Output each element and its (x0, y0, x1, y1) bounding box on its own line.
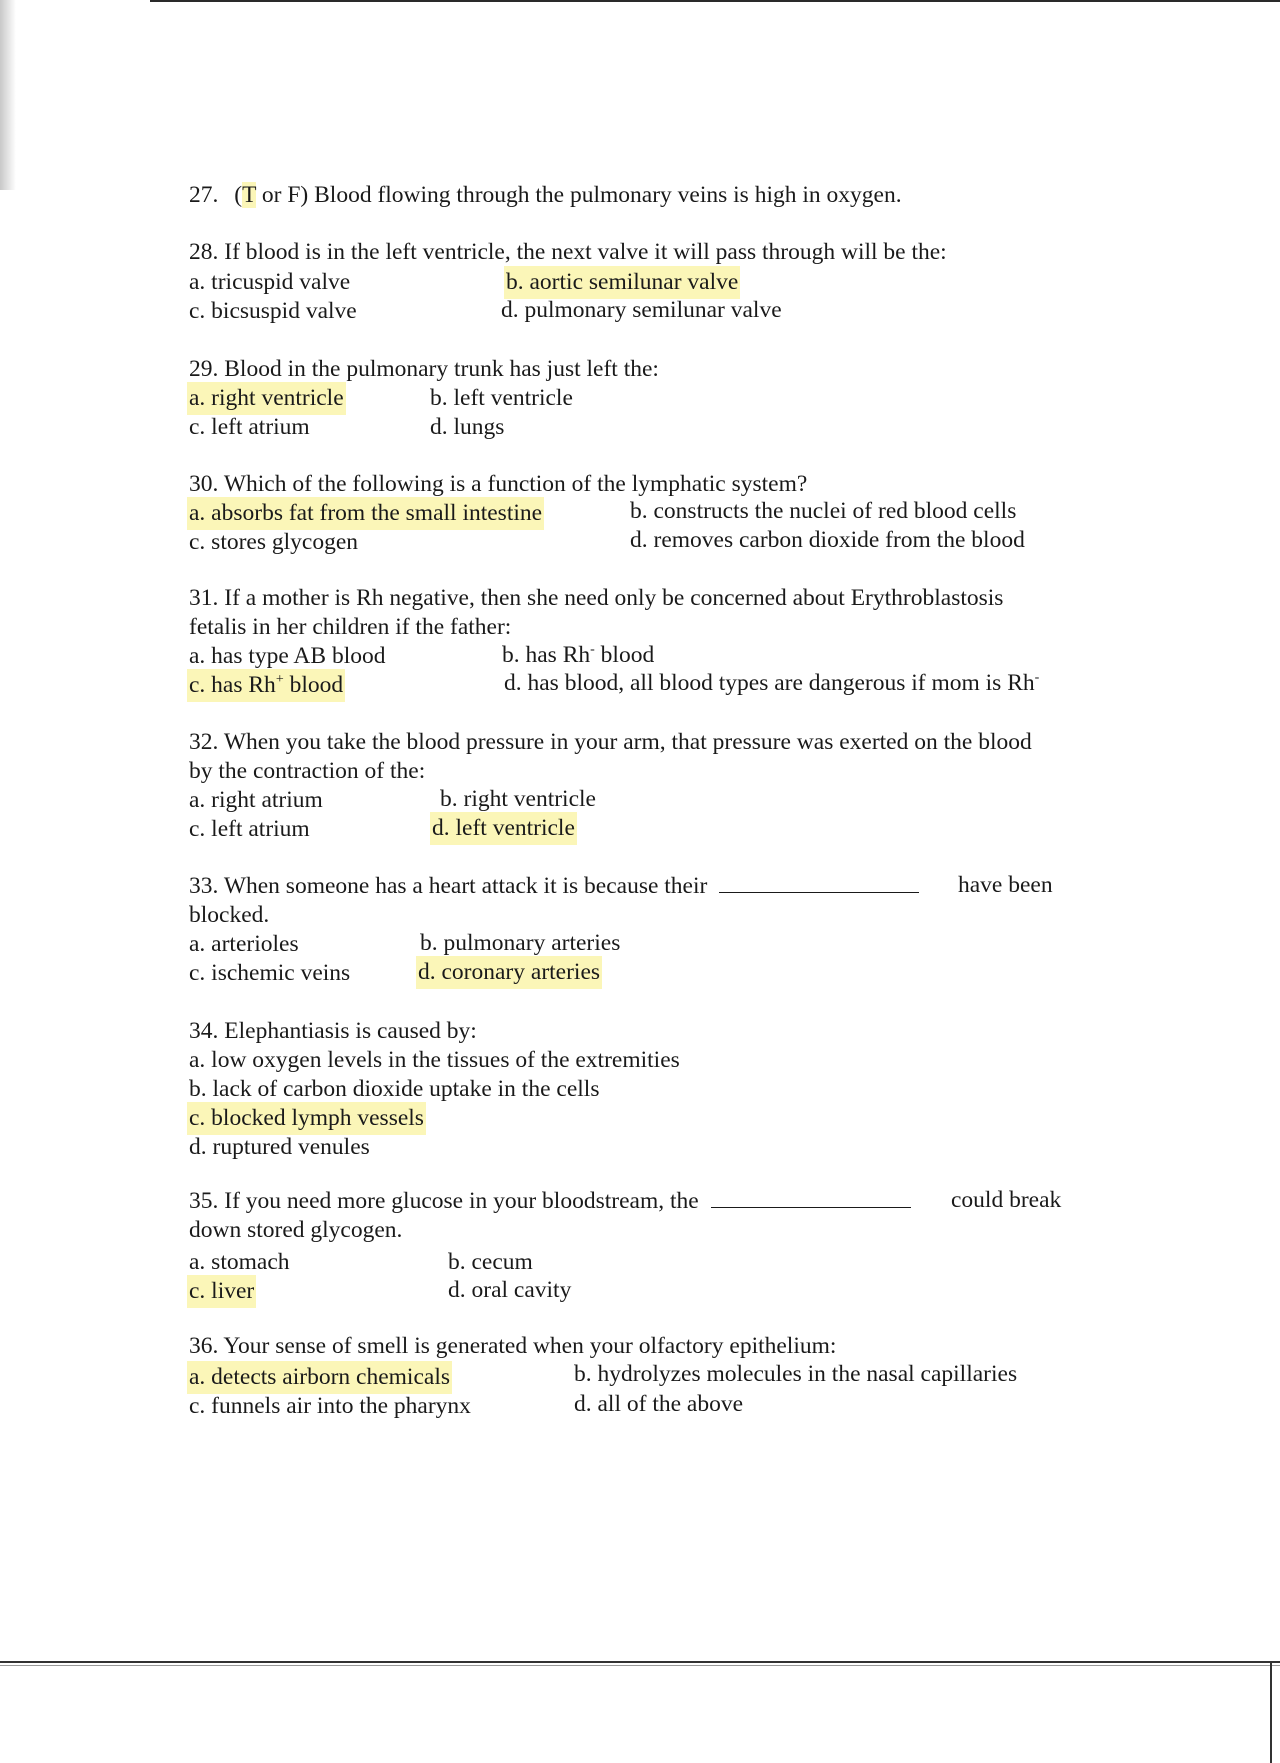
question-29-option-a: a. right ventricle (189, 385, 344, 411)
question-35-stem-line-1: 35. If you need more glucose in your bloodstream, the (189, 1187, 911, 1216)
question-31-option-c: c. has Rh+ blood (189, 672, 344, 698)
question-34-option-c: c. blocked lymph vessels (189, 1105, 424, 1131)
question-32-stem-line-1: 32. When you take the blood pressure in your arm, that pressure was exerted on the blood (189, 729, 1032, 755)
question-28-option-b: b. aortic semilunar valve (506, 269, 739, 295)
question-31-stem-line-1: 31. If a mother is Rh negative, then she need only be concerned about Erythroblastosis (189, 585, 1004, 611)
question-32-option-b: b. right ventricle (440, 786, 596, 812)
question-32-option-a: a. right atrium (189, 787, 323, 813)
question-28-option-c: c. bicsuspid valve (189, 298, 357, 324)
question-36-option-b: b. hydrolyzes molecules in the nasal capillaries (574, 1361, 1018, 1387)
question-35-option-c: c. liver (189, 1278, 255, 1304)
question-33-option-a: a. arterioles (189, 931, 299, 957)
question-29-option-d: d. lungs (430, 414, 505, 440)
scan-edge-bottom-secondary (0, 1665, 1280, 1666)
question-30-option-c: c. stores glycogen (189, 529, 359, 555)
question-30-option-b: b. constructs the nuclei of red blood cells (630, 498, 1017, 524)
question-36-option-a: a. detects airborn chemicals (189, 1364, 450, 1390)
scan-edge-top (150, 0, 1280, 2)
question-33-stem-line-2: blocked. (189, 902, 270, 928)
question-33-stem-line-1: 33. When someone has a heart attack it is because their (189, 872, 919, 901)
question-29-option-b: b. left ventricle (430, 385, 573, 411)
question-31-stem-line-2: fetalis in her children if the father: (189, 614, 512, 640)
question-30-option-d: d. removes carbon dioxide from the blood (630, 527, 1025, 553)
question-32-option-c: c. left atrium (189, 816, 310, 842)
question-32-stem-line-2: by the contraction of the: (189, 758, 426, 784)
question-35-stem-line-1-end: could break (951, 1187, 1062, 1213)
question-32-option-d: d. left ventricle (432, 815, 575, 841)
question-33-option-c: c. ischemic veins (189, 960, 351, 986)
scan-shadow-left (0, 0, 16, 190)
question-30-option-a: a. absorbs fat from the small intestine (189, 500, 543, 526)
question-35-stem-line-2: down stored glycogen. (189, 1217, 403, 1243)
question-33-option-d: d. coronary arteries (418, 959, 601, 985)
question-36-stem: 36. Your sense of smell is generated when your olfactory epithelium: (189, 1333, 837, 1359)
question-31-option-b: b. has Rh- blood (502, 642, 655, 668)
scan-edge-right (1270, 1663, 1272, 1763)
question-34-stem: 34. Elephantiasis is caused by: (189, 1018, 477, 1044)
question-33-option-b: b. pulmonary arteries (420, 930, 621, 956)
question-28-option-d: d. pulmonary semilunar valve (501, 297, 782, 323)
scan-edge-bottom (0, 1661, 1280, 1663)
question-31-option-a: a. has type AB blood (189, 643, 386, 669)
question-29-stem: 29. Blood in the pulmonary trunk has just left the: (189, 356, 659, 382)
question-27-statement: or F) Blood flowing through the pulmonary veins is high in oxygen. (256, 182, 902, 208)
question-33-blank (719, 891, 919, 893)
question-31-option-d: d. has blood, all blood types are dangerous if mom is Rh- (504, 670, 1040, 696)
question-34-option-d: d. ruptured venules (189, 1134, 370, 1160)
question-36-option-d: d. all of the above (574, 1391, 744, 1417)
question-33-stem-line-1-end: have been (958, 872, 1053, 898)
question-30-stem: 30. Which of the following is a function of the lymphatic system? (189, 471, 808, 497)
question-27-number: 27. (189, 182, 219, 208)
question-35-option-a: a. stomach (189, 1249, 290, 1275)
question-28-option-a: a. tricuspid valve (189, 269, 351, 295)
question-36-option-c: c. funnels air into the pharynx (189, 1393, 471, 1419)
question-27-true-highlight: T (242, 182, 257, 208)
question-35-option-b: b. cecum (448, 1249, 533, 1275)
question-35-blank (711, 1206, 911, 1208)
question-29-option-c: c. left atrium (189, 414, 310, 440)
question-34-option-b: b. lack of carbon dioxide uptake in the cells (189, 1076, 600, 1102)
question-27-paren: ( (234, 182, 243, 208)
question-35-option-d: d. oral cavity (448, 1277, 572, 1303)
question-28-stem: 28. If blood is in the left ventricle, the next valve it will pass through will be the: (189, 239, 947, 265)
question-27 (189, 181, 902, 210)
question-34-option-a: a. low oxygen levels in the tissues of the extremities (189, 1047, 680, 1073)
